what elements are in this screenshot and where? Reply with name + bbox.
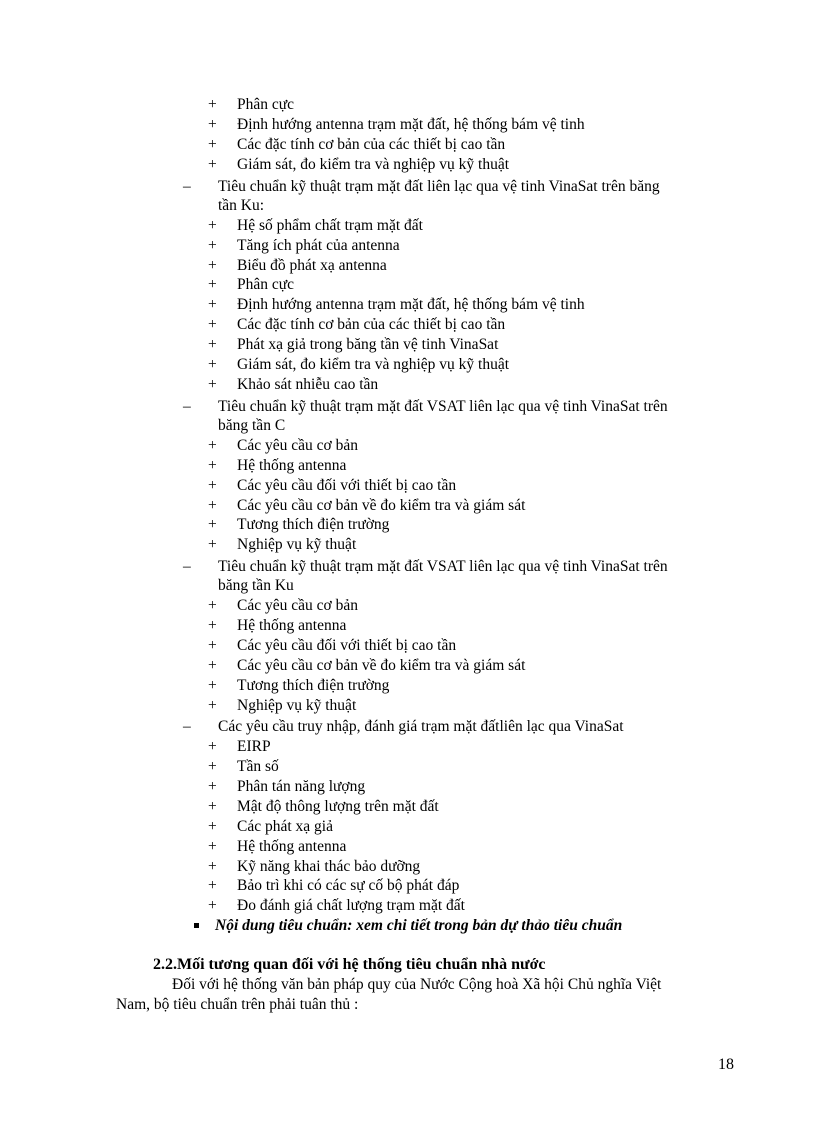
list-item: Các yêu cầu cơ bản về đo kiểm tra và giám sát: [237, 657, 526, 674]
plus-bullet: +: [208, 296, 217, 313]
list-item: Đo đánh giá chất lượng trạm mặt đất: [237, 897, 465, 914]
plus-bullet: +: [208, 798, 217, 815]
list-item: Phân cực: [237, 96, 295, 113]
list-item: Nghiệp vụ kỹ thuật: [237, 536, 357, 553]
plus-bullet: +: [208, 237, 217, 254]
plus-bullet: +: [208, 217, 217, 234]
list-item: Hệ thống antenna: [237, 838, 347, 855]
plus-bullet: +: [208, 897, 217, 914]
section-title-continued: băng tần C: [218, 417, 286, 434]
plus-bullet: +: [208, 257, 217, 274]
plus-bullet: +: [208, 738, 217, 755]
list-item: Các đặc tính cơ bản của các thiết bị cao tần: [237, 316, 506, 333]
list-item: Các phát xạ giả: [237, 818, 333, 835]
plus-bullet: +: [208, 477, 217, 494]
paragraph-line: Đối với hệ thống văn bản pháp quy của Nước Cộng hoà Xã hội Chủ nghĩa Việt: [172, 976, 662, 993]
list-item: Tần số: [237, 758, 279, 775]
list-item: Tương thích điện trường: [237, 677, 390, 694]
dash-bullet: –: [183, 558, 191, 575]
list-item: EIRP: [237, 738, 271, 755]
dash-bullet: –: [183, 398, 191, 415]
plus-bullet: +: [208, 457, 217, 474]
section-title: Tiêu chuẩn kỹ thuật trạm mặt đất VSAT liên lạc qua vệ tinh VinaSat trên: [218, 558, 668, 575]
plus-bullet: +: [208, 96, 217, 113]
plus-bullet: +: [208, 156, 217, 173]
plus-bullet: +: [208, 838, 217, 855]
list-item: Định hướng antenna trạm mặt đất, hệ thống bám vệ tinh: [237, 116, 585, 133]
list-item: Các yêu cầu cơ bản về đo kiểm tra và giám sát: [237, 497, 526, 514]
plus-bullet: +: [208, 497, 217, 514]
page-number: 18: [718, 1056, 734, 1073]
list-item: Các yêu cầu đối với thiết bị cao tần: [237, 477, 457, 494]
plus-bullet: +: [208, 778, 217, 795]
square-bullet-icon: [194, 923, 199, 928]
plus-bullet: +: [208, 116, 217, 133]
section-heading: 2.2.Mối tương quan đối với hệ thống tiêu chuẩn nhà nước: [153, 956, 546, 973]
list-item: Các yêu cầu cơ bản: [237, 437, 358, 454]
list-item: Nghiệp vụ kỹ thuật: [237, 697, 357, 714]
dash-bullet: –: [183, 718, 191, 735]
list-item: Các đặc tính cơ bản của các thiết bị cao tần: [237, 136, 506, 153]
plus-bullet: +: [208, 597, 217, 614]
plus-bullet: +: [208, 336, 217, 353]
section-title-continued: tần Ku:: [218, 197, 265, 214]
list-item: Hệ thống antenna: [237, 617, 347, 634]
plus-bullet: +: [208, 437, 217, 454]
plus-bullet: +: [208, 376, 217, 393]
list-item: Giám sát, đo kiểm tra và nghiệp vụ kỹ thuật: [237, 356, 510, 373]
plus-bullet: +: [208, 136, 217, 153]
section-title: Các yêu cầu truy nhập, đánh giá trạm mặt đấtliên lạc qua VinaSat: [218, 718, 624, 735]
plus-bullet: +: [208, 516, 217, 533]
plus-bullet: +: [208, 316, 217, 333]
plus-bullet: +: [208, 758, 217, 775]
list-item: Phát xạ giả trong băng tần vệ tinh VinaSat: [237, 336, 499, 353]
plus-bullet: +: [208, 536, 217, 553]
list-item: Các yêu cầu đối với thiết bị cao tần: [237, 637, 457, 654]
section-title-continued: băng tần Ku: [218, 577, 294, 594]
section-title: Tiêu chuẩn kỹ thuật trạm mặt đất VSAT liên lạc qua vệ tinh VinaSat trên: [218, 398, 668, 415]
plus-bullet: +: [208, 818, 217, 835]
plus-bullet: +: [208, 858, 217, 875]
paragraph-line: Nam, bộ tiêu chuẩn trên phải tuân thủ :: [116, 996, 359, 1013]
dash-bullet: –: [183, 178, 191, 195]
note-text: Nội dung tiêu chuẩn: xem chi tiết trong bản dự thảo tiêu chuẩn: [215, 917, 623, 934]
list-item: Mật độ thông lượng trên mặt đất: [237, 798, 439, 815]
list-item: Các yêu cầu cơ bản: [237, 597, 358, 614]
plus-bullet: +: [208, 276, 217, 293]
list-item: Hệ số phẩm chất trạm mặt đất: [237, 217, 423, 234]
list-item: Biểu đồ phát xạ antenna: [237, 257, 387, 274]
list-item: Hệ thống antenna: [237, 457, 347, 474]
list-item: Giám sát, đo kiểm tra và nghiệp vụ kỹ thuật: [237, 156, 510, 173]
list-item: Bảo trì khi có các sự cố bộ phát đáp: [237, 877, 460, 894]
list-item: Tăng ích phát của antenna: [237, 237, 400, 254]
list-item: Định hướng antenna trạm mặt đất, hệ thống bám vệ tinh: [237, 296, 585, 313]
plus-bullet: +: [208, 657, 217, 674]
list-item: Tương thích điện trường: [237, 516, 390, 533]
plus-bullet: +: [208, 877, 217, 894]
plus-bullet: +: [208, 677, 217, 694]
plus-bullet: +: [208, 356, 217, 373]
list-item: Phân tán năng lượng: [237, 778, 366, 795]
list-item: Phân cực: [237, 276, 295, 293]
section-title: Tiêu chuẩn kỹ thuật trạm mặt đất liên lạc qua vệ tinh VinaSat trên băng: [218, 178, 660, 195]
plus-bullet: +: [208, 697, 217, 714]
list-item: Kỹ năng khai thác bảo dưỡng: [237, 858, 421, 875]
plus-bullet: +: [208, 637, 217, 654]
list-item: Khảo sát nhiễu cao tần: [237, 376, 379, 393]
plus-bullet: +: [208, 617, 217, 634]
